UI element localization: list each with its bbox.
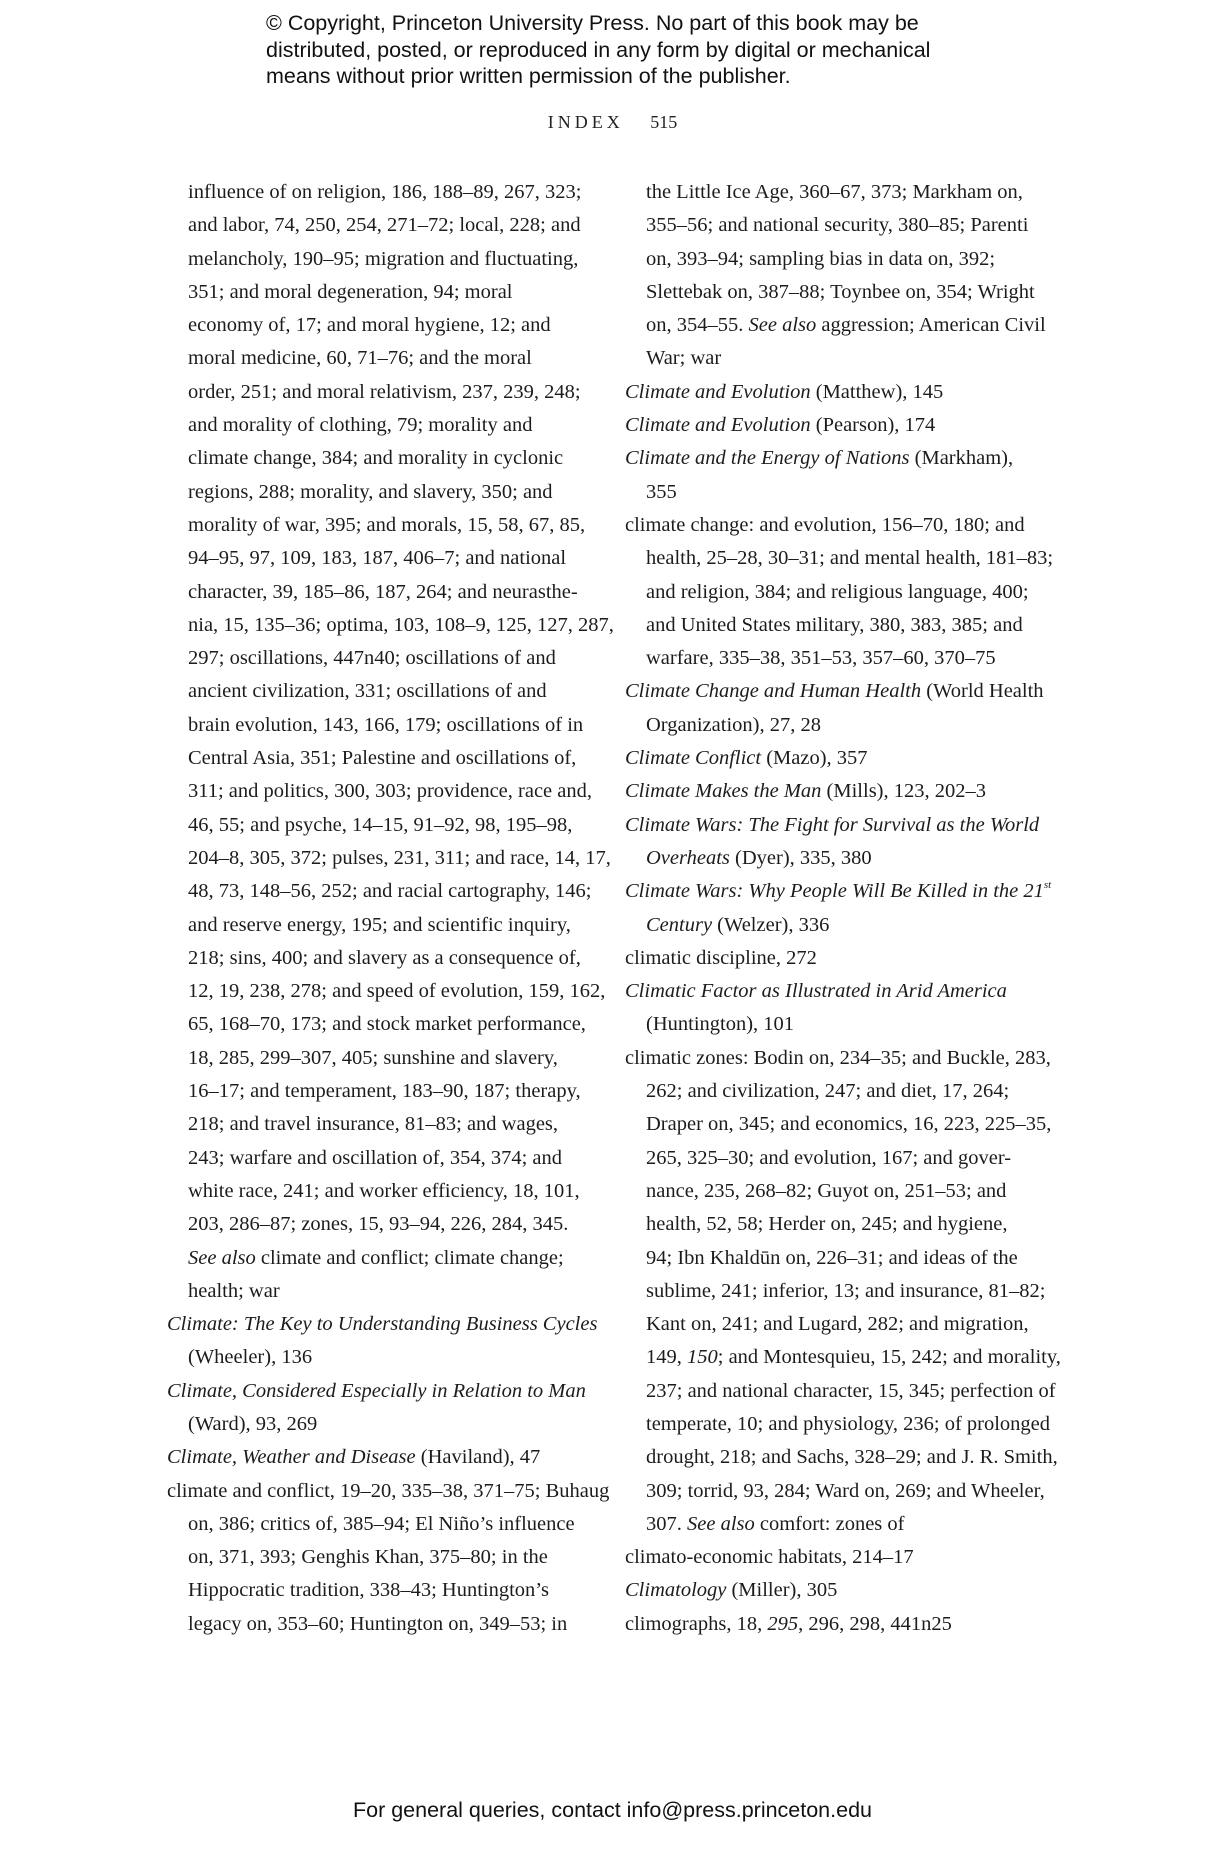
text: 297; oscillations, 447n40; oscillations of and [188,647,556,670]
text: 204–8, 305, 372; pulses, 231, 311; and race, 14, 17, [188,846,611,869]
text: 46, 55; and psyche, 14–15, 91–92, 98, 195–98, [188,813,573,836]
italic-text: See also [748,314,817,337]
page-number: 515 [650,112,678,132]
text: 149, [646,1346,687,1369]
text: War; war [646,347,722,370]
index-entry-line [625,1574,1045,1607]
index-subentry-line [167,675,587,708]
index-subentry-line [167,842,611,875]
text: legacy on, 353–60; Huntington on, 349–53; in [188,1612,568,1635]
index-entry-line [625,409,1045,442]
text: climatic zones: Bodin on, 234–35; and Buckle, 283, [625,1046,1051,1069]
index-subentry-line [625,576,1045,609]
text: , 296, 298, 441n25 [798,1612,952,1635]
italic-text: Climate Conflict [625,747,762,770]
text: order, 251; and moral relativism, 237, 239, 248; [188,380,581,403]
text: (Markham), [909,447,1014,470]
italic-text: Climate Makes the Man [625,780,822,803]
text: on, 371, 393; Genghis Khan, 375–80; in the [188,1546,548,1569]
text: and labor, 74, 250, 254, 271–72; local, 228; and [188,214,581,237]
text: and United States military, 380, 383, 385; and [646,613,1023,636]
italic-text: Climate, Weather and Disease [167,1446,416,1469]
text: 203, 286–87; zones, 15, 93–94, 226, 284, 345. [188,1213,569,1236]
text: Kant on, 241; and Lugard, 282; and migration, [646,1313,1029,1336]
text: temperate, 10; and physiology, 236; of prolonged [646,1412,1051,1435]
text: 355 [646,480,677,503]
text: (Ward), 93, 269 [188,1412,318,1435]
italic-text: Climate: The Key to Understanding Business Cycles [167,1313,598,1336]
index-subentry-line [625,1475,1045,1508]
index-subentry-line [167,176,587,209]
index-subentry-line [625,1108,1052,1141]
italic-text: Climate and the Energy of Nations [625,447,910,470]
index-entry-line [167,1441,587,1474]
index-subentry-line [167,276,587,309]
index-subentry-line [167,1574,587,1607]
index-subentry-line [167,509,587,542]
index-subentry-line [625,909,1045,942]
index-subentry-line [167,909,587,942]
italic-text: See also [687,1512,755,1535]
text: 351; and moral degeneration, 94; moral [188,280,513,303]
italic-text: Climate and Evolution [625,414,811,437]
index-entry-line [625,742,1045,775]
index-subentry-line [625,342,1045,375]
index-subentry-line [167,742,587,775]
index-entry-line [625,1608,1045,1641]
index-subentry-line [625,1075,1045,1108]
text: climato-economic habitats, 214–17 [625,1546,914,1569]
running-head [0,112,1225,133]
index-subentry-line [167,775,593,808]
index-subentry-line [167,642,587,675]
index-subentry-line [167,1508,587,1541]
text: Central Asia, 351; Palestine and oscillations of, [188,747,577,770]
text: moral medicine, 60, 71–76; and the moral [188,347,532,370]
text: 94; Ibn Khaldūn on, 226–31; and ideas of the [646,1246,1018,1269]
copyright-notice-line: © Copyright, Princeton University Press. No part of this book may be [266,11,919,35]
text: nance, 235, 268–82; Guyot on, 251–53; and [646,1179,1007,1202]
index-subentry-line [167,309,587,342]
text: climographs, 18, [625,1612,768,1635]
index-subentry-line [167,1242,587,1275]
text: white race, 241; and worker efficiency, 18, 101, [188,1179,580,1202]
index-subentry-line [167,1275,587,1308]
text: aggression; American Civil [816,314,1046,337]
index-entry-line [625,442,1045,475]
text: on, 354–55. [646,314,749,337]
text: 311; and politics, 300, 303; providence, race and, [188,780,593,803]
italic-text: Climate and Evolution [625,380,811,403]
text: 94–95, 97, 109, 183, 187, 406–7; and national [188,547,567,570]
text: on, 393–94; sampling bias in data on, 392; [646,247,996,270]
index-subentry-line [625,243,1045,276]
index-subentry-line [167,1341,587,1374]
text: climate and conflict, 19–20, 335–38, 371–75; Buhaug [167,1479,610,1502]
index-subentry-line [625,1375,1056,1408]
text: Organization), 27, 28 [646,713,821,736]
text: climate change: and evolution, 156–70, 180; and [625,513,1025,536]
italic-text: Climate, Considered Especially in Relation to Man [167,1379,586,1402]
italic-text: 150 [687,1346,718,1369]
index-subentry-line [167,1075,587,1108]
index-subentry-line [167,1608,587,1641]
index-subentry-line [167,942,587,975]
index-subentry-line [625,1208,1045,1241]
text: (Huntington), 101 [646,1013,795,1036]
index-subentry-line [167,609,614,642]
index-subentry-line [167,1008,587,1041]
text: 218; sins, 400; and slavery as a consequence of, [188,946,581,969]
index-column-right [625,176,1061,1641]
index-entry-line [625,809,1045,842]
text: (Matthew), 145 [810,380,944,403]
index-subentry-line [167,1408,587,1441]
index-subentry-line [625,842,1045,875]
text: climate and conflict; climate change; [255,1246,564,1269]
italic-text: Climate Wars: Why People Will Be Killed in the 21 [625,880,1044,903]
index-subentry-line [625,476,1045,509]
index-entry-line [625,509,1045,542]
text: drought, 218; and Sachs, 328–29; and J. R. Smith, [646,1446,1058,1469]
text: climate change, 384; and morality in cyclonic [188,447,564,470]
index-subentry-line [625,209,1045,242]
text: (Dyer), 335, 380 [729,846,872,869]
text: (Wheeler), 136 [188,1346,313,1369]
text: ancient civilization, 331; oscillations of and [188,680,547,703]
index-subentry-line [625,1341,1061,1374]
index-subentry-line [625,542,1054,575]
italic-text: Climatic Factor as Illustrated in Arid America [625,980,1007,1003]
italic-text: Climate Wars: The Fight for Survival as the World [625,813,1040,836]
index-subentry-line [167,476,587,509]
index-entry-line [625,1541,1045,1574]
text: 309; torrid, 93, 284; Ward on, 269; and Wheeler, [646,1479,1045,1502]
text: 243; warfare and oscillation of, 354, 374; and [188,1146,563,1169]
index-subentry-line [625,309,1045,342]
italic-text: Century [646,913,713,936]
index-entry-line [625,975,1045,1008]
text: (World Health [921,680,1044,703]
index-subentry-line [167,542,587,575]
index-subentry-line [167,1541,587,1574]
index-subentry-line [625,1275,1045,1308]
text: health, 25–28, 30–31; and mental health, 181–83; [646,547,1054,570]
index-subentry-line [625,1508,1045,1541]
text: melancholy, 190–95; migration and fluctuating, [188,247,579,270]
text: Hippocratic tradition, 338–43; Huntington’s [188,1579,549,1602]
text: brain evolution, 143, 166, 179; oscillations of in [188,713,584,736]
text: 262; and civilization, 247; and diet, 17, 264; [646,1080,1010,1103]
copyright-notice [266,10,986,90]
text: and religion, 384; and religious language, 400; [646,580,1029,603]
index-entry-line [625,875,1052,908]
index-entry-line [167,1375,587,1408]
text: and reserve energy, 195; and scientific inquiry, [188,913,571,936]
text: 307. [646,1512,687,1535]
italic-text: See also [188,1246,256,1269]
text: (Miller), 305 [726,1579,838,1602]
text: (Welzer), 336 [712,913,830,936]
index-entry-line [167,1475,610,1508]
text: (Pearson), 174 [810,414,936,437]
index-entry-line [625,376,1045,409]
index-entry-line [625,675,1045,708]
index-entry-line [625,1042,1051,1075]
italic-text: 295 [767,1612,799,1635]
index-subentry-line [625,709,1045,742]
index-subentry-line [625,276,1045,309]
index-subentry-line [167,809,587,842]
text: on, 386; critics of, 385–94; El Niño’s influence [188,1512,575,1535]
text: sublime, 241; inferior, 13; and insurance, 81–82; [646,1279,1046,1302]
text: 12, 19, 238, 278; and speed of evolution, 159, 162, [188,980,606,1003]
text: morality of war, 395; and morals, 15, 58, 67, 85, [188,513,586,536]
text: economy of, 17; and moral hygiene, 12; and [188,314,551,337]
italic-text: Climatology [625,1579,727,1602]
text: character, 39, 185–86, 187, 264; and neurasthe- [188,580,578,603]
index-subentry-line [625,1441,1058,1474]
index-subentry-line [625,1142,1045,1175]
index-subentry-line [167,975,606,1008]
text: ; and Montesquieu, 15, 242; and morality, [717,1346,1061,1369]
text: and morality of clothing, 79; morality and [188,414,533,437]
index-subentry-line [625,1008,1045,1041]
index-subentry-line [625,176,1045,209]
index-subentry-line [167,709,587,742]
index-subentry-line [167,1208,587,1241]
superscript: st [1043,879,1052,892]
index-entry-line [625,942,1045,975]
text: health, 52, 58; Herder on, 245; and hygiene, [646,1213,1008,1236]
index-subentry-line [167,409,587,442]
index-subentry-line [625,1408,1051,1441]
index-subentry-line [167,376,587,409]
text: (Haviland), 47 [415,1446,541,1469]
text: regions, 288; morality, and slavery, 350; and [188,480,553,503]
text: 355–56; and national security, 380–85; Parenti [646,214,1029,237]
index-subentry-line [167,209,587,242]
copyright-notice-line: means without prior written permission of the publisher. [266,64,791,88]
index-subentry-line [625,642,1045,675]
text: 237; and national character, 15, 345; perfection of [646,1379,1056,1402]
text: warfare, 335–38, 351–53, 357–60, 370–75 [646,647,996,670]
index-subentry-line [167,1175,587,1208]
italic-text: Overheats [646,846,730,869]
copyright-notice-line: distributed, posted, or reproduced in any form by digital or mechanical [266,37,931,62]
index-subentry-line [167,243,587,276]
text: 65, 168–70, 173; and stock market performance, [188,1013,586,1036]
index-subentry-line [167,1042,587,1075]
index-subentry-line [167,1142,587,1175]
text: 48, 73, 148–56, 252; and racial cartography, 146; [188,880,592,903]
index-subentry-line [167,875,592,908]
text: 16–17; and temperament, 183–90, 187; therapy, [188,1080,581,1103]
text: climatic discipline, 272 [625,946,817,969]
text: health; war [188,1279,280,1302]
index-subentry-line [167,342,587,375]
index-entry-line [625,775,1045,808]
italic-text: Climate Change and Human Health [625,680,922,703]
index-subentry-line [167,442,587,475]
text: (Mazo), 357 [761,747,868,770]
text: 18, 285, 299–307, 405; sunshine and slavery, [188,1046,558,1069]
text: the Little Ice Age, 360–67, 373; Markham on, [646,181,1023,203]
footer-contact: For general queries, contact info@press.princeton.edu [352,1798,872,1822]
index-subentry-line [625,1308,1045,1341]
text: influence of on religion, 186, 188–89, 267, 323; [188,181,582,203]
index-subentry-line [625,1242,1045,1275]
index-column-left [167,176,614,1641]
text: comfort: zones of [754,1512,905,1535]
text: Slettebak on, 387–88; Toynbee on, 354; Wright [646,280,1035,303]
running-head-label: INDEX [547,112,624,132]
index-subentry-line [167,1108,587,1141]
text: (Mills), 123, 202–3 [821,780,986,803]
index-subentry-line [625,609,1045,642]
text: 265, 325–30; and evolution, 167; and gover- [646,1146,1012,1169]
index-subentry-line [167,576,587,609]
text: 218; and travel insurance, 81–83; and wages, [188,1113,559,1136]
text: Draper on, 345; and economics, 16, 223, 225–35, [646,1113,1052,1136]
text: nia, 15, 135–36; optima, 103, 108–9, 125, 127, 287, [188,613,614,636]
index-subentry-line [625,1175,1045,1208]
index-entry-line [167,1308,598,1341]
